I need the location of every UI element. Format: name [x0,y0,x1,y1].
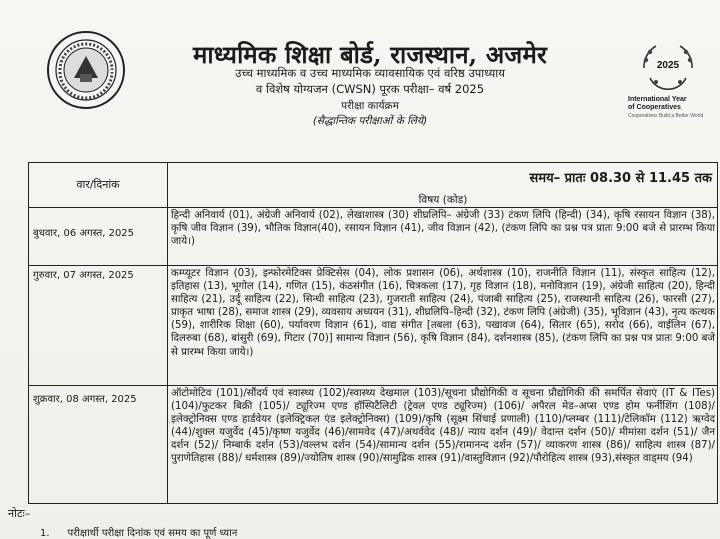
exam-timing: समय– प्रातः 08.30 से 11.45 तक [529,171,712,186]
exam-subtitle-2: व विशेष योग्यजन (CWSN) पूरक परीक्षा– वर्ष 2025 [255,82,485,96]
note-number: 1. [40,528,50,539]
header-row-divider [29,207,717,208]
row-subjects-text: ऑटोमोटिव (101)/सौंदर्य एवं स्वास्थ्य (102)/स्वास्थ्य देखमाल (103)/सूचना प्रौद्योगिकी व सूचना प्रौद्योगिकी की समर्पित सेवाएं (IT & ITes) (104)/फुटकर बिक्री (105)/ ट्यूरिज्म एण्ड हॉस्पिटैलिटी (ट्रेवल एण्ड ट्यूरिज्म) (106)/ अपैरल मेड–अप्स एण्ड होम फर्नीशिंग (108)/ इलेक्ट्रोनिक्स एण्ड हार्डवेयर (इलेक्ट्रिकल एंड इलेक्ट्रोनिक्स) (109)/कृषि (सूक्ष्म सिंचाई प्रणाली) (110)/प्लम्बर (111)/टेलिकॉम (112) ऋग्वेद (44)/शुक्ल यजुर्वेद (45)/कृष्ण यजुर्वेद (46)/सामवेद (47)/अथर्ववेद (48)/ न्याय दर्शन (49)/ वेदान्त दर्शन (50)/ मीमांसा दर्शन (51)/ जैन दर्शन (52)/ निम्बार्क दर्शन (53)/वल्लभ दर्शन (54)/सामान्य दर्शन (55)/रामानन्द दर्शन (57)/ व्याकरण शास्त्र (86)/ साहित्य शास्त्र (87)/पुराणेतिहास (88)/ धर्मशास्त्र (89)/ज्योतिष शास्त्र (90)/सामुद्रिक शास्त्र (91)/वास्तुविज्ञान (92)/पौरोहित्य शास्त्र (93),संस्कृत वाड्मय (94) [171,388,715,465]
row-date: शुक्रवार, 08 अगस्त, 2025 [33,394,137,405]
row-divider [29,385,717,386]
note-item [40,525,255,539]
board-title: माध्यमिक शिक्षा बोर्ड, राजस्थान, अजमेर [192,40,548,69]
exam-schedule-table [28,162,718,504]
coop-year-text: 2025 [656,60,680,71]
row-subjects [171,209,715,248]
exam-subtitle-1: उच्च माध्यमिक व उच्च माध्यमिक व्यावसायिक एवं वरिष्ठ उपाध्याय [235,66,505,80]
row-date: बुधवार, 06 अगस्त, 2025 [33,228,135,239]
theory-exam-label: (सैद्धान्तिक परीक्षाओं के लिये) [312,115,428,127]
note-label: नोटः– [8,507,31,520]
row-divider [29,265,717,266]
row-subjects [171,387,715,466]
coop-line-2: of Cooperatives [628,104,681,111]
note-text: परीक्षार्थी परीक्षा दिनांक एवं समय का पूर्ण ध्यान [67,528,238,539]
column-divider [167,163,168,503]
row-subjects-text: हिन्दी अनिवार्य (01), अंग्रेजी अनिवार्य (02), लेखाशास्त्र (30) शीघ्रलिपि– अंग्रेजी (33) टंकण लिपि (हिन्दी) (34), कृषि रसायन विज्ञान (38), कृषि जीव विज्ञान (39), भौतिक विज्ञान(40), रसायन विज्ञान (41), जीव विज्ञान (42), (टंकण लिपि का प्रश्न पत्र प्रातः 9:00 बजे से प्रारम्भ किया जाये।) [171,210,715,248]
exam-programme-label: परीक्षा कार्यक्रम [341,100,399,112]
coop-line-1: International Year [628,96,687,103]
column-header-subject: विषय (कोड) [418,194,468,206]
row-subjects [171,267,715,359]
row-subjects-text: कम्प्यूटर विज्ञान (03), इन्फोरमेटिक्स प्रेक्टिसेस (04), लोक प्रशासन (06), अर्थशास्त्र (10), राजनीति विज्ञान (11), संस्कृत साहित्य (12), इतिहास (13), भूगोल (14), गणित (15), कंठसंगीत (16), चित्रकला (17), गृह विज्ञान (18), मनोविज्ञान (19), अंग्रेजी साहित्य (20), हिन्दी साहित्य (21), उर्दू साहित्य (22), सिन्धी साहित्य (23), गुजराती साहित्य (24), पंजाबी साहित्य (25), राजस्थानी साहित्य (26), फारसी (27), प्राकृत भाषा (28), समाज शास्त्र (29), व्यवसाय अध्ययन (31), शीघ्रलिपि–हिन्दी (32), टंकण लिपि (अंग्रेजी) (35), भूविज्ञान (43), नृत्य कत्थक (59), शारीरिक शिक्षा (60), पर्यावरण विज्ञान (61), वाद्य संगीत [तबला (63), पखावज (64), सितार (65), सरोद (66), वाईलिन (67), दिलरुबा (68), बांसुरी (69), गिटार (70)] सामान्य विज्ञान (56), कृषि विज्ञान (84), दर्शनशास्त्र (85), (टंकण लिपि का प्रश्न पत्र प्रातः 9:00 बजे से प्रारम्भ किया जाये।) [171,268,715,358]
row-date: गुरुवार, 07 अगस्त, 2025 [33,270,134,281]
coop-line-3: Cooperatives Build a Better World [628,113,704,119]
column-header-date: वार/दिनांक [76,178,120,191]
